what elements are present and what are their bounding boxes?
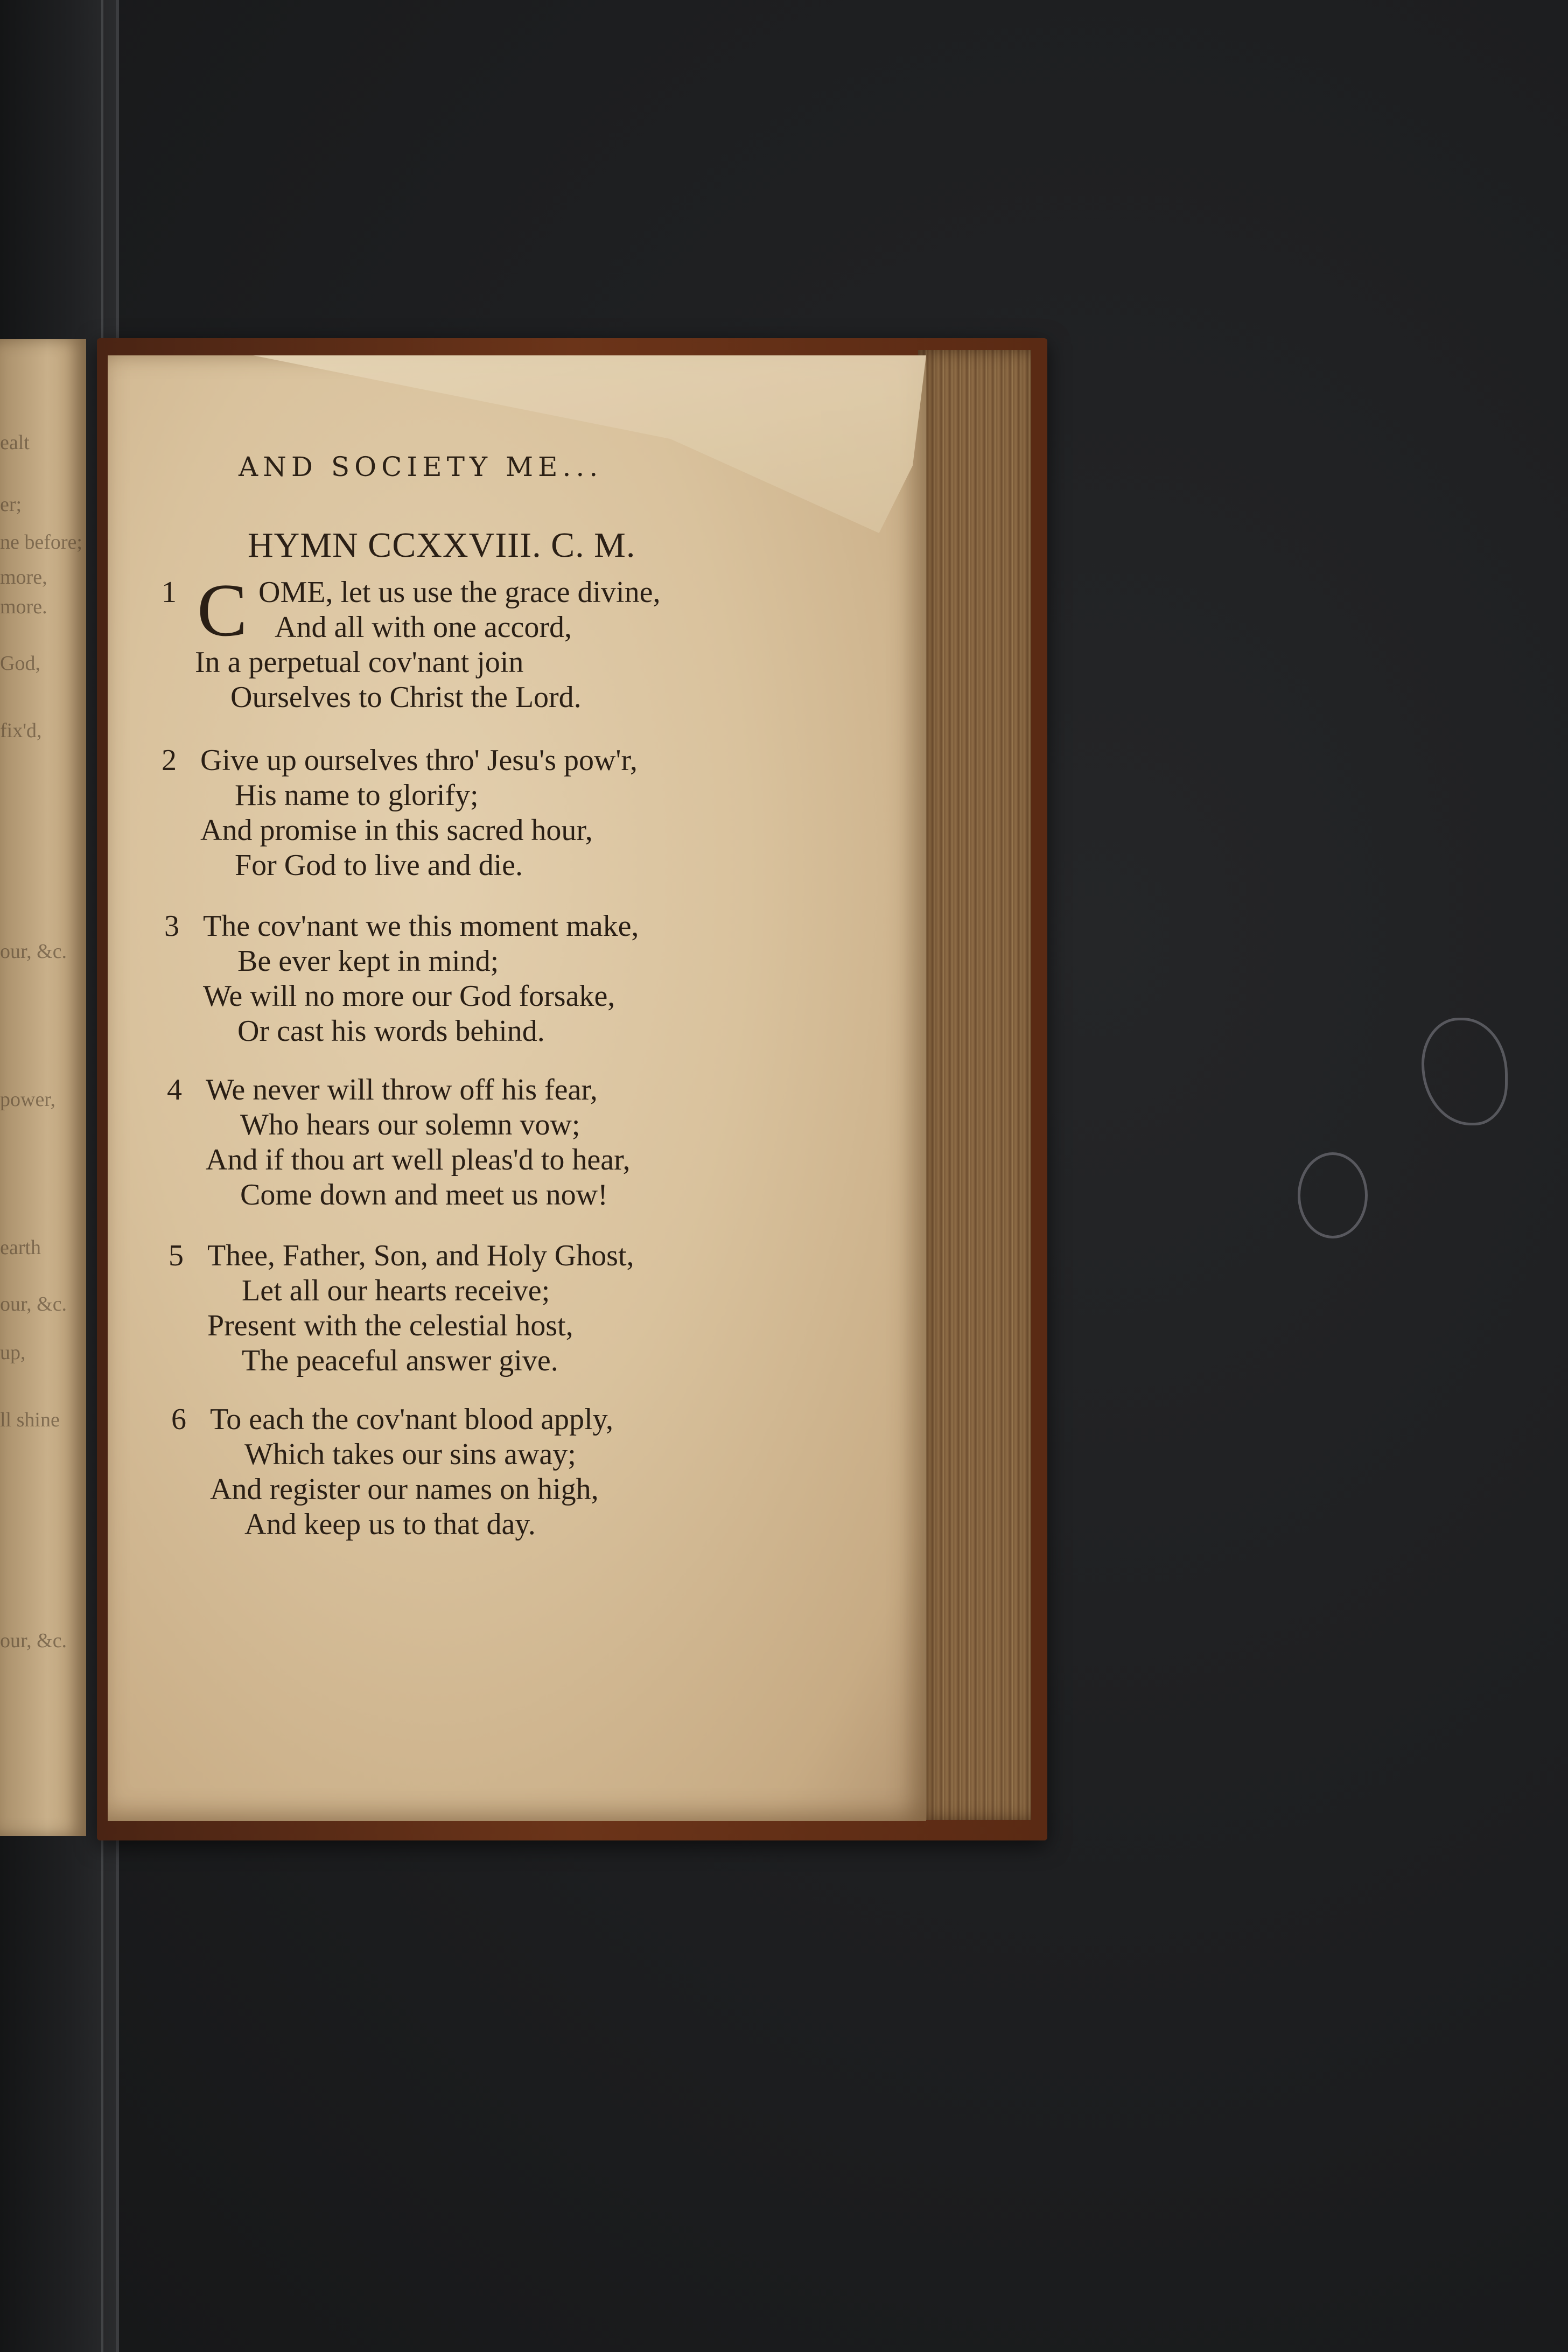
verse-number: 4 [167, 1073, 182, 1107]
verse-line: Be ever kept in mind; [237, 944, 499, 978]
verse-line: Thee, Father, Son, and Holy Ghost, [207, 1239, 634, 1272]
verse-3 [164, 909, 639, 1049]
verse-number: 3 [164, 909, 179, 943]
verse-line: His name to glorify; [235, 779, 479, 812]
verse-line: And promise in this sacred hour, [200, 814, 593, 847]
verse-line: Give up ourselves thro' Jesu's pow'r, [200, 744, 638, 777]
verse-line: And register our names on high, [210, 1473, 599, 1506]
prev-page-text: er; [0, 493, 22, 516]
verse-line: OME, let us use the grace divine, [258, 576, 661, 609]
verse-4 [167, 1073, 631, 1213]
previous-page-sliver [0, 339, 86, 1836]
chalk-mark [1298, 1152, 1368, 1238]
verse-number: 2 [162, 744, 177, 777]
verse-line: Let all our hearts receive; [242, 1274, 550, 1307]
prev-page-text: more, [0, 566, 47, 589]
verse-line: And if thou art well pleas'd to hear, [206, 1143, 631, 1177]
verse-line: For God to live and die. [235, 849, 523, 882]
verse-line: The cov'nant we this moment make, [203, 909, 639, 943]
prev-page-text: our, &c. [0, 1629, 67, 1652]
verse-line: Come down and meet us now! [240, 1178, 608, 1212]
prev-page-text: up, [0, 1341, 26, 1364]
prev-page-text: fix'd, [0, 719, 42, 742]
verse-line: And all with one accord, [275, 611, 572, 644]
prev-page-text: God, [0, 652, 40, 675]
verse-line: Or cast his words behind. [237, 1014, 545, 1048]
verse-line: We never will throw off his fear, [206, 1073, 598, 1107]
verse-2 [162, 743, 638, 883]
verse-line: Who hears our solemn vow; [240, 1108, 580, 1142]
verse-number: 6 [171, 1403, 186, 1436]
verse-line: The peaceful answer give. [242, 1344, 558, 1377]
prev-page-text: ne before; [0, 531, 82, 554]
verse-line: To each the cov'nant blood apply, [210, 1403, 613, 1436]
prev-page-text: our, &c. [0, 1293, 67, 1315]
chalk-mark [1422, 1018, 1508, 1125]
verse-line: And keep us to that day. [244, 1508, 536, 1541]
verse-line: Which takes our sins away; [244, 1438, 576, 1471]
verse-line: Ourselves to Christ the Lord. [230, 681, 582, 714]
verse-number: 1 [162, 576, 177, 609]
running-head: AND SOCIETY ME... [239, 451, 603, 482]
prev-page-text: ll shine [0, 1409, 60, 1431]
drop-cap: C [197, 569, 248, 652]
prev-page-text: our, &c. [0, 940, 67, 963]
hymn-title: HYMN CCXXVIII. C. M. [248, 526, 636, 565]
page-fore-edge [918, 350, 1031, 1820]
prev-page-text: ealt [0, 431, 30, 454]
verse-1 [162, 569, 661, 715]
prev-page-text: more. [0, 596, 47, 618]
prev-page-text: power, [0, 1088, 55, 1111]
verse-line: In a perpetual cov'nant join [195, 646, 524, 679]
prev-page-text: earth [0, 1236, 41, 1259]
verse-5 [169, 1238, 634, 1378]
verse-line: We will no more our God forsake, [203, 979, 615, 1013]
verse-line: Present with the celestial host, [207, 1309, 573, 1342]
verse-6 [171, 1402, 613, 1542]
verse-number: 5 [169, 1239, 184, 1272]
